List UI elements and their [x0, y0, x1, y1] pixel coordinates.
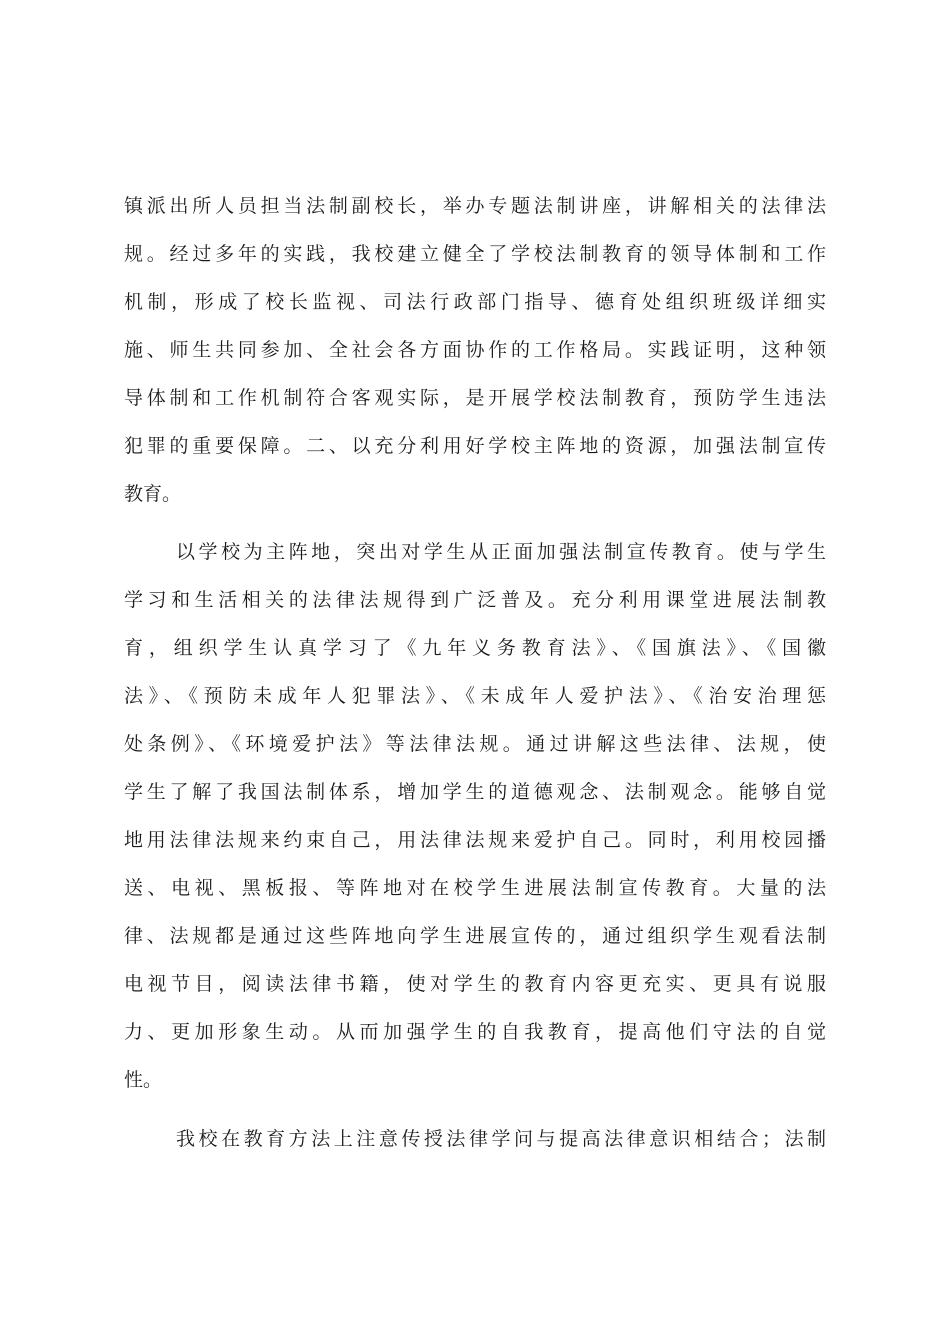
paragraph-3-line-1: 我校在教育方法上注意传授法律学问与提高法律意识相结合；法制	[176, 1128, 826, 1150]
paragraph-2-line-1: 以学校为主阵地，突出对学生从正面加强法制宣传教育。使与学生	[176, 541, 826, 563]
paragraph-2-line-5: 处条例》、《环境爱护法》等法律法规。通过讲解这些法律、法规，使	[124, 733, 826, 755]
paragraph-1-line-7: 教育。	[124, 483, 182, 505]
paragraph-2-line-6: 学生了解了我国法制体系，增加学生的道德观念、法制观念。能够自觉	[124, 781, 826, 803]
paragraph-1-line-6: 犯罪的重要保障。二、以充分利用好学校主阵地的资源，加强法制宣传	[124, 435, 826, 457]
paragraph-2-line-8: 送、电视、黑板报、等阵地对在校学生进展法制宣传教育。大量的法	[124, 877, 826, 899]
paragraph-2-line-10: 电视节目，阅读法律书籍，使对学生的教育内容更充实、更具有说服	[124, 973, 826, 995]
paragraph-1-line-4: 施、师生共同参加、全社会各方面协作的工作格局。实践证明，这种领	[124, 339, 826, 361]
paragraph-1-line-3: 机制，形成了校长监视、司法行政部门指导、德育处组织班级详细实	[124, 291, 826, 313]
paragraph-2-line-12: 性。	[124, 1069, 163, 1091]
paragraph-1-line-5: 导体制和工作机制符合客观实际，是开展学校法制教育，预防学生违法	[124, 387, 826, 409]
paragraph-1-line-1: 镇派出所人员担当法制副校长，举办专题法制讲座，讲解相关的法律法	[124, 195, 826, 217]
paragraph-2-line-2: 学习和生活相关的法律法规得到广泛普及。充分利用课堂进展法制教	[124, 589, 826, 611]
paragraph-2-line-9: 律、法规都是通过这些阵地向学生进展宣传的，通过组织学生观看法制	[124, 925, 826, 947]
paragraph-2-line-7: 地用法律法规来约束自己，用法律法规来爱护自己。同时，利用校园播	[124, 829, 826, 851]
paragraph-2-line-11: 力、更加形象生动。从而加强学生的自我教育，提高他们守法的自觉	[124, 1021, 826, 1043]
paragraph-2-line-4: 法》、《预防未成年人犯罪法》、《未成年人爱护法》、《治安治理惩	[124, 685, 826, 707]
paragraph-1-line-2: 规。经过多年的实践，我校建立健全了学校法制教育的领导体制和工作	[124, 243, 826, 265]
paragraph-2-line-3: 育，组织学生认真学习了《九年义务教育法》、《国旗法》、《国徽	[124, 637, 826, 659]
